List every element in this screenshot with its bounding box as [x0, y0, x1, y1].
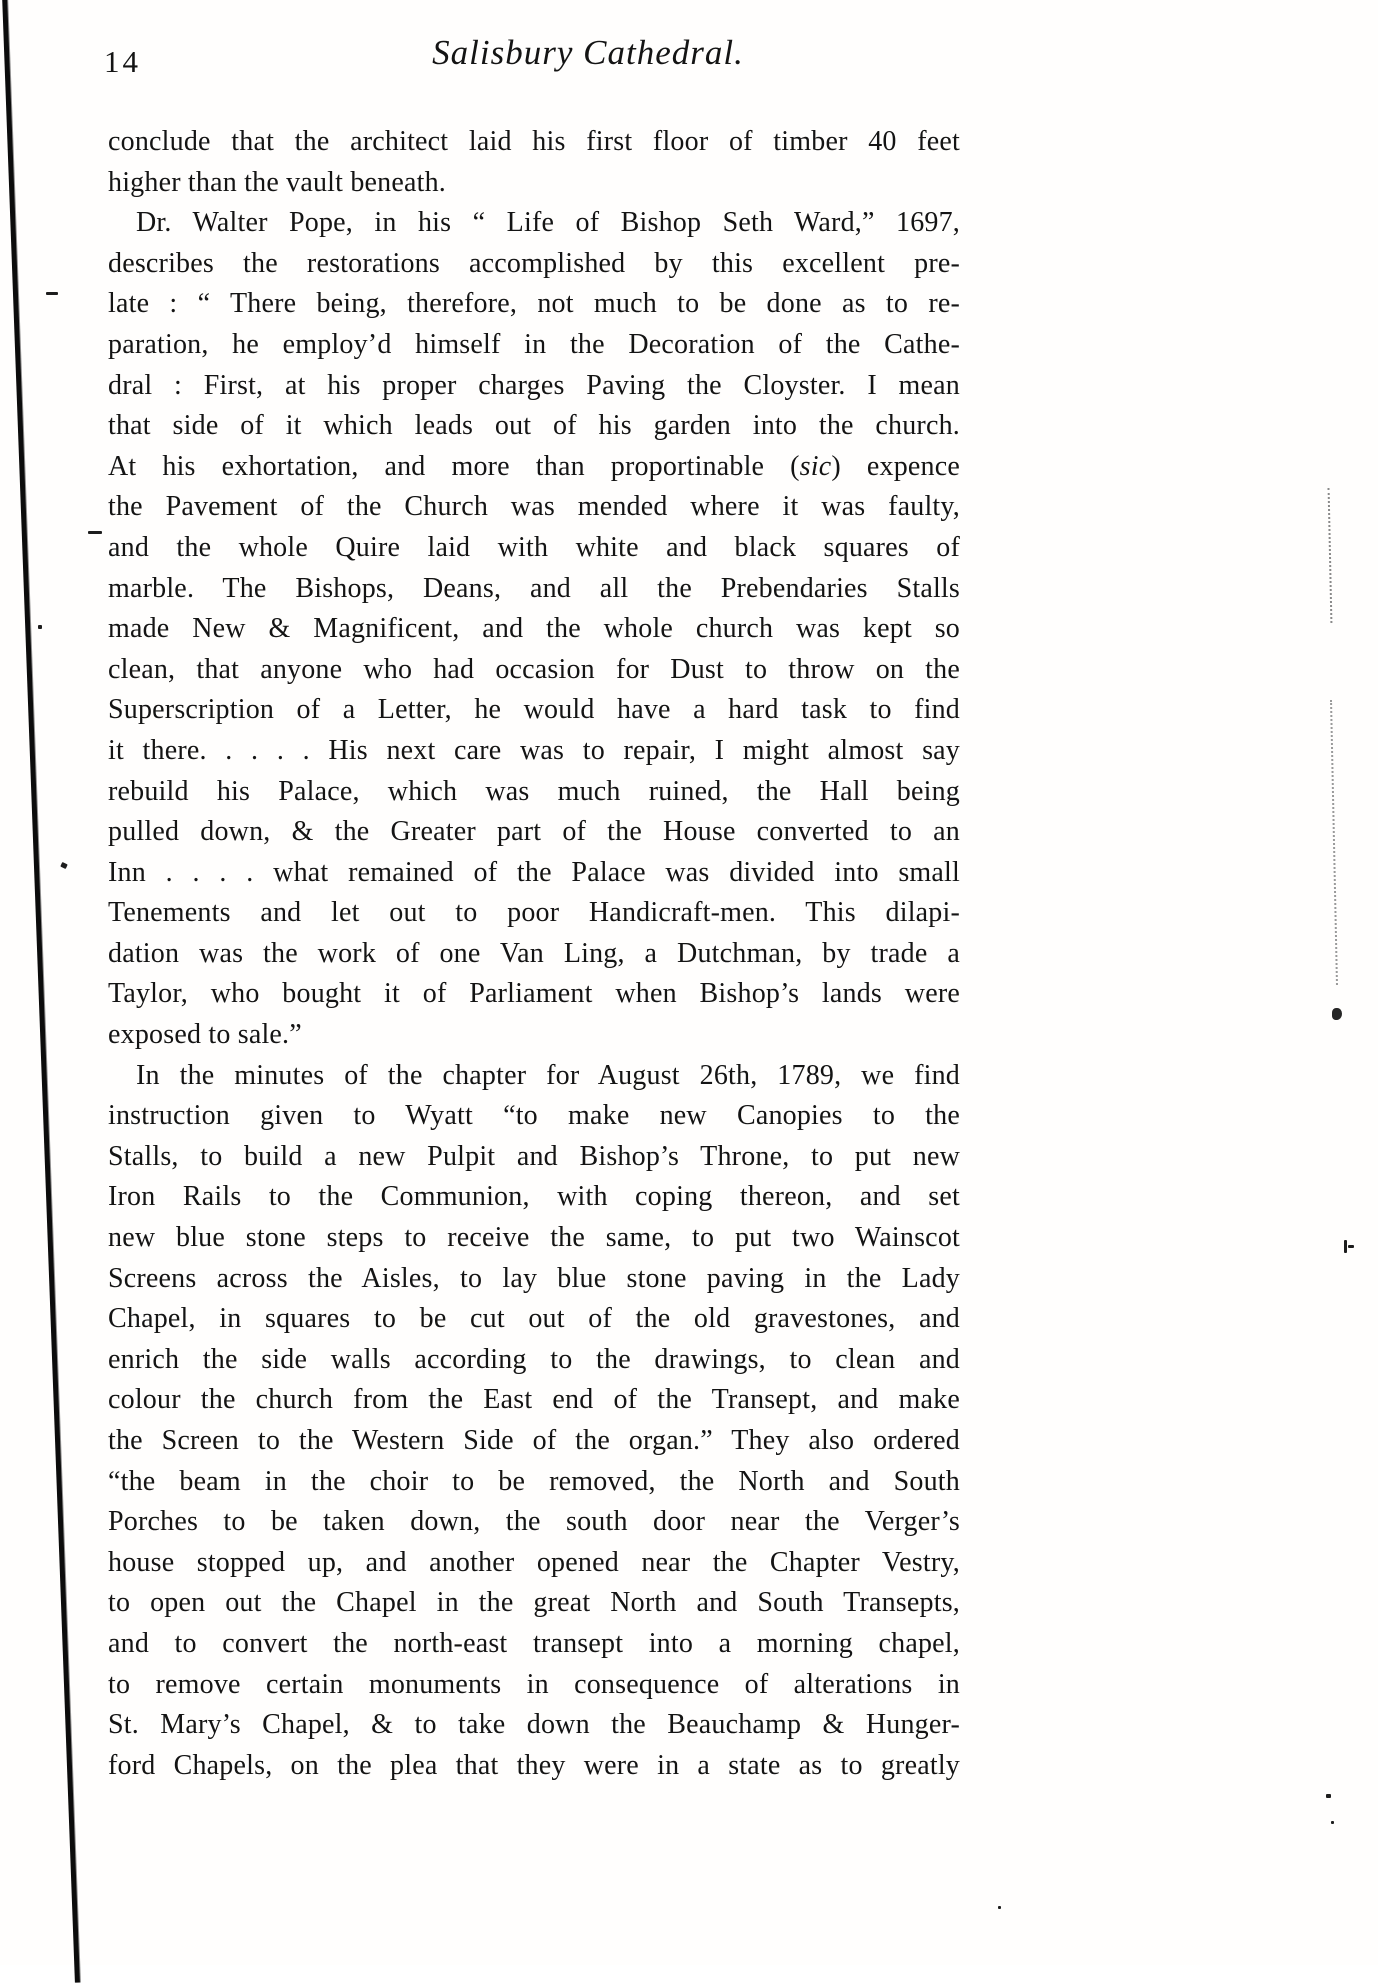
- paragraph: [108, 203, 960, 1055]
- text-line: that side of it which leads out of his garden into the church.: [108, 410, 960, 442]
- text-line: pulled down, & the Greater part of the House converted to an: [108, 816, 960, 848]
- text-line: late : “ There being, therefore, not much to be done as to re-: [108, 288, 960, 320]
- text-line: Stalls, to build a new Pulpit and Bishop’s Throne, to put new: [108, 1140, 960, 1172]
- scan-artifact: [998, 1906, 1001, 1909]
- scan-artifact: [1330, 700, 1338, 985]
- scan-artifact: [1328, 488, 1333, 623]
- text-segment: At his exhortation, and more than proportinable (: [108, 450, 800, 482]
- text-line: “the beam in the choir to be removed, the North and South: [108, 1465, 960, 1497]
- text-line: Porches to be taken down, the south door near the Verger’s: [108, 1506, 960, 1538]
- paragraph: [108, 122, 960, 203]
- text-line: instruction given to Wyatt “to make new Canopies to the: [108, 1100, 960, 1132]
- text-line: Iron Rails to the Communion, with coping thereon, and set: [108, 1181, 960, 1213]
- text-line: to remove certain monuments in consequence of alterations in: [108, 1668, 960, 1700]
- scan-artifact: [1326, 1794, 1331, 1798]
- text-line: Superscription of a Letter, he would have a hard task to find: [108, 694, 960, 726]
- running-title: Salisbury Cathedral.: [432, 33, 744, 72]
- text-line: to open out the Chapel in the great North and South Transepts,: [108, 1587, 960, 1619]
- page-number: 14: [104, 44, 141, 79]
- text-line: higher than the vault beneath.: [108, 166, 446, 198]
- text-line: and to convert the north-east transept into a morning chapel,: [108, 1627, 960, 1659]
- text-line: enrich the side walls according to the drawings, to clean and: [108, 1343, 960, 1375]
- text-line: dation was the work of one Van Ling, a Dutchman, by trade a: [108, 937, 960, 969]
- text-line: Tenements and let out to poor Handicraft-men. This dilapi-: [108, 897, 960, 929]
- text-line: colour the church from the East end of the Transept, and make: [108, 1384, 960, 1416]
- text-line: rebuild his Palace, which was much ruined, the Hall being: [108, 775, 960, 807]
- text-line: In the minutes of the chapter for August 26th, 1789, we find: [136, 1059, 960, 1091]
- text-line: it there. . . . . His next care was to repair, I might almost say: [108, 734, 960, 766]
- text-line: the Screen to the Western Side of the organ.” They also ordered: [108, 1425, 960, 1456]
- scan-artifact: [1332, 1008, 1342, 1020]
- text-line: dral : First, at his proper charges Paving the Cloyster. I mean: [108, 369, 960, 401]
- text-line: new blue stone steps to receive the same, to put two Wainscot: [108, 1222, 960, 1254]
- text-line: Screens across the Aisles, to lay blue stone paving in the Lady: [108, 1262, 960, 1294]
- text-line: made New & Magnificent, and the whole church was kept so: [108, 613, 960, 645]
- text-line: Dr. Walter Pope, in his “ Life of Bishop Seth Ward,” 1697,: [136, 207, 960, 239]
- italic-text: sic: [799, 450, 832, 482]
- paragraph: [108, 1056, 960, 1787]
- scan-artifact: [38, 625, 42, 629]
- scan-artifact: [1348, 1245, 1354, 1248]
- text-line: and the whole Quire laid with white and black squares of: [108, 531, 960, 563]
- text-segment: ) expence: [831, 450, 960, 482]
- text-line: house stopped up, and another opened near the Chapter Vestry,: [108, 1546, 960, 1578]
- text-line: ford Chapels, on the plea that they were in a state as to greatly: [108, 1749, 960, 1781]
- text-line: exposed to sale.”: [108, 1019, 302, 1051]
- scan-artifact: [1344, 1240, 1347, 1253]
- text-line: describes the restorations accomplished by this excellent pre-: [108, 247, 960, 279]
- scan-artifact: [46, 292, 58, 295]
- text-line: paration, he employ’d himself in the Decoration of the Cathe-: [108, 328, 960, 360]
- scan-artifact: [60, 862, 68, 869]
- text-line: clean, that anyone who had occasion for Dust to throw on the: [108, 653, 960, 685]
- scan-artifact: [1331, 1821, 1334, 1824]
- text-line: marble. The Bishops, Deans, and all the Prebendaries Stalls: [108, 572, 960, 604]
- text-line: [108, 447, 960, 488]
- scan-artifact: [88, 531, 102, 534]
- text-line: Inn . . . . what remained of the Palace was divided into small: [108, 856, 960, 888]
- text-line: conclude that the architect laid his first floor of timber 40 feet: [108, 126, 960, 157]
- text-line: St. Mary’s Chapel, & to take down the Beauchamp & Hunger-: [108, 1709, 960, 1741]
- page-body: [108, 122, 960, 1786]
- text-line: Chapel, in squares to be cut out of the old gravestones, and: [108, 1303, 960, 1335]
- page-gutter-scan-line: [2, 0, 80, 1983]
- text-line: Taylor, who bought it of Parliament when Bishop’s lands were: [108, 978, 960, 1010]
- text-line: the Pavement of the Church was mended where it was faulty,: [108, 491, 960, 523]
